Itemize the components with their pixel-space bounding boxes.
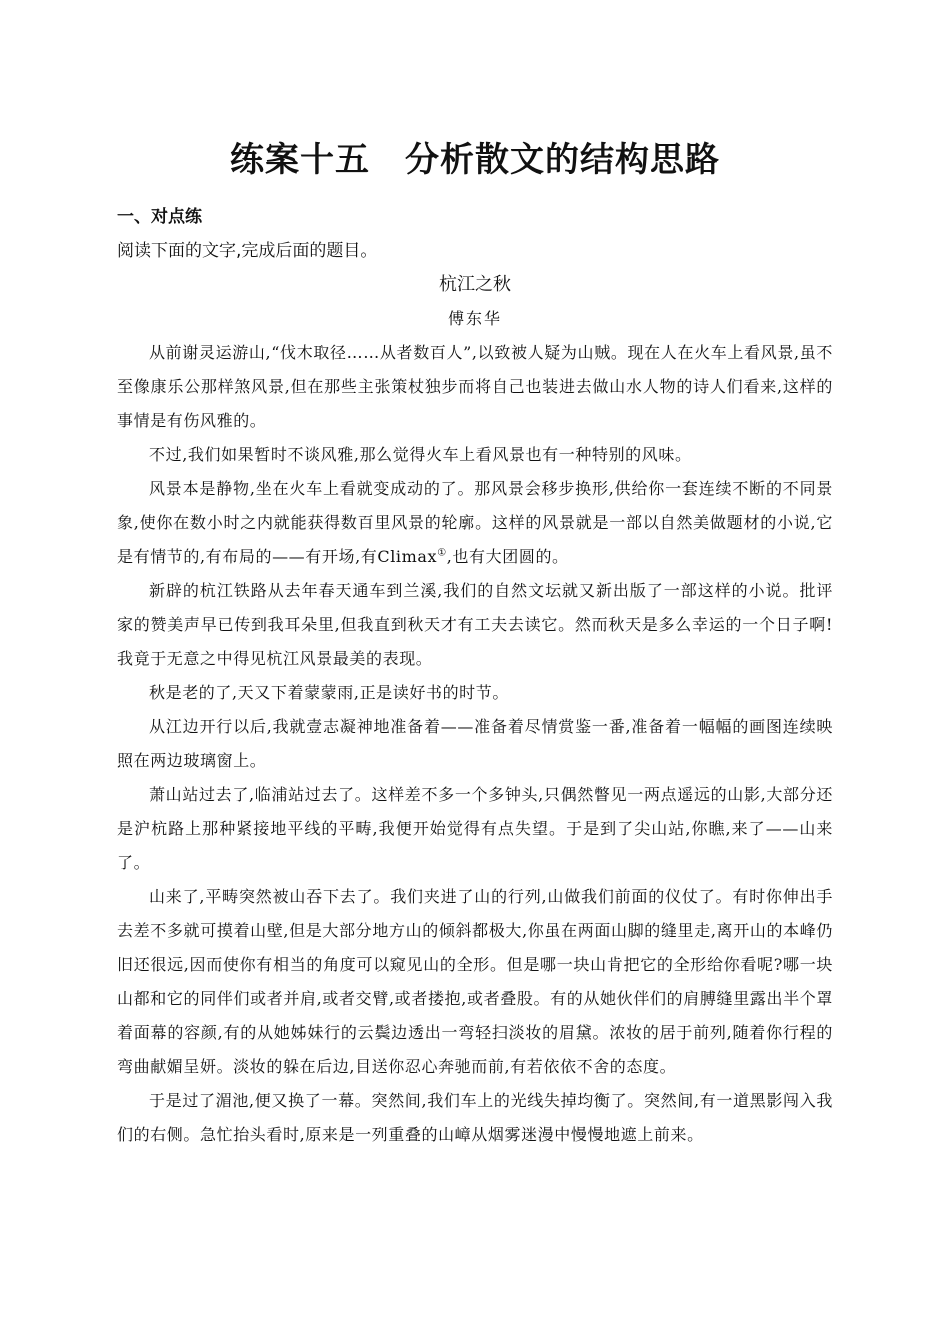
section-heading: 一、对点练 (117, 207, 202, 227)
paragraph-1: 从前谢灵运游山,“伐木取径……从者数百人”,以致被人疑为山贼。现在人在火车上看风景,虽不至像康乐公那样煞风景,但在那些主张策杖独步而将自己也装进去做山水人物的诗人们看来,这样的事情是有伤风雅的。 (117, 343, 833, 430)
footnote-marker[interactable]: ① (437, 547, 447, 559)
paragraph-8: 山来了,平畴突然被山吞下去了。我们夹进了山的行列,山做我们前面的仪仗了。有时你伸出手去差不多就可摸着山壁,但是大部分地方山的倾斜都极大,你虽在两面山脚的缝里走,离开山的本峰仍旧还很远,因而使你有相当的角度可以窥见山的全形。但是哪一块山肯把它的全形给你看呢?哪一块山都和它的同伴们或者并肩,或者交臂,或者搂抱,或者叠股。有的从她伙伴们的肩膊缝里露出半个罩着面幕的容颜,有的从她姊妹行的云鬓边透出一弯轻扫淡妆的眉黛。浓妆的居于前列,随着你行程的弯曲献媚呈妍。淡妆的躲在后边,目送你忍心奔驰而前,有若依依不舍的态度。 (117, 887, 833, 1076)
paragraph-4: 新辟的杭江铁路从去年春天通车到兰溪,我们的自然文坛就又新出版了一部这样的小说。批评家的赞美声早已传到我耳朵里,但我直到秋天才有工夫去读它。然而秋天是多么幸运的一个日子啊!我竟于无意之中得见杭江风景最美的表现。 (117, 581, 833, 668)
paragraph-3-tail: ,也有大团圆的。 (446, 547, 569, 566)
essay-title: 杭江之秋 (439, 274, 511, 295)
paragraph-6: 从江边开行以后,我就壹志凝神地准备着——准备着尽情赏鉴一番,准备着一幅幅的画图连续映照在两边玻璃窗上。 (117, 717, 833, 770)
paragraph-3-text: 风景本是静物,坐在火车上看就变成动的了。那风景会移步换形,供给你一套连续不断的不同景象,使你在数小时之内就能获得数百里风景的轮廓。这样的风景就是一部以自然美做题材的小说,它是有情节的,有布局的——有开场,有Climax (117, 479, 833, 566)
instruction-text: 阅读下面的文字,完成后面的题目。 (117, 241, 378, 261)
paragraph-9: 于是过了湄池,便又换了一幕。突然间,我们车上的光线失掉均衡了。突然间,有一道黑影闯入我们的右侧。急忙抬头看时,原来是一列重叠的山嶂从烟雾迷漫中慢慢地遮上前来。 (117, 1091, 833, 1144)
paragraph-3 (117, 472, 833, 574)
page-title: 练案十五 分析散文的结构思路 (230, 140, 720, 180)
paragraph-2: 不过,我们如果暂时不谈风雅,那么觉得火车上看风景也有一种特别的风味。 (149, 445, 692, 464)
essay-author: 傅东华 (447, 309, 502, 328)
paragraph-5: 秋是老的了,天又下着蒙蒙雨,正是读好书的时节。 (149, 683, 509, 702)
paragraph-7: 萧山站过去了,临浦站过去了。这样差不多一个多钟头,只偶然瞥见一两点遥远的山影,大部分还是沪杭路上那种紧接地平线的平畴,我便开始觉得有点失望。于是到了尖山站,你瞧,来了——山来了。 (117, 785, 833, 872)
